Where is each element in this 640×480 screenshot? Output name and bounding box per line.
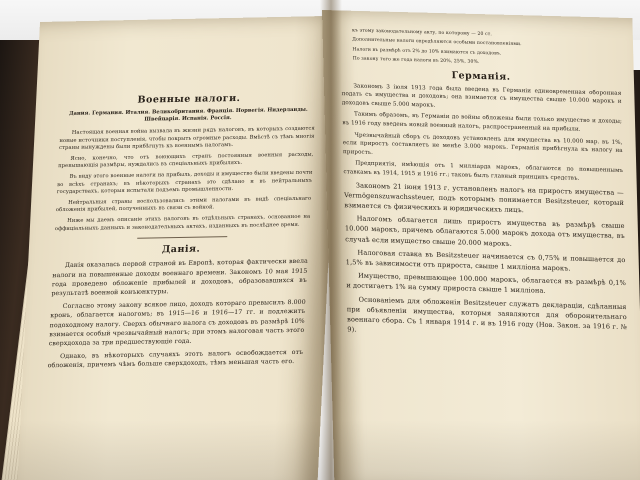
- denmark-paragraph: Данія оказалась первой страной въ Европѣ, которая фактически ввела налоги на повышенные доходы военнаго времени. Закономъ 10 мая 1915 года проведено обложеніе прибылей и доходовъ, образовавшихся въ результатѣ военной конъюнктуры.: [51, 257, 309, 298]
- denmark-paragraph: Однако, въ нѣкоторыхъ случаяхъ этотъ налогъ освобождается отъ обложенія, причемъ чѣмъ больше сверхдоходъ, тѣмъ меньшая часть его.: [47, 348, 304, 370]
- germany-paragraph: Чрезвычайный сборъ съ доходовъ установленъ для имущества въ 10.000 мар. въ 1%, если приростъ составляетъ не менѣе 3.000 марокъ. Германія прибѣгнула къ налогу на прирость.: [342, 132, 623, 156]
- top-note: къ этому законодательному акту, по которому — 20 ст.: [351, 28, 493, 38]
- law-paragraph: Налогомъ облагается лишь приростъ имущества въ размѣрѣ свыше 10.000 марокъ, причемъ облагаются 5.000 марокъ дохода отъ имущества, въ случаѣ если имущество свыше 20.000 марокъ.: [344, 214, 625, 248]
- section-title-war-taxes: Военные налоги.: [137, 92, 241, 106]
- denmark-paragraph: Согласно этому закону всякое лицо, доходъ котораго превысилъ 8.000 кронъ, облагается налогомъ; въ 1915—16 и 1916—17 гг. и подлежитъ подоходному налогу. Сверхъ обычнаго налога съ доходовъ въ размѣрѣ 10% взимается особый чрезвычайный налогъ; при этомъ налоговая часть этого сверхдохода за три предшествующіе года.: [48, 298, 306, 348]
- law-paragraph: Налоговая ставка въ Besitzsteuer начинается съ 0,75% и повышается до 1,5% въ зависимости отъ прироста, свыше 1 милліона марокъ.: [345, 248, 626, 273]
- intro-paragraph: Въ виду этого военные налоги на прибыль, доходы и имущество были введены почти во всѣхъ странахъ; въ нѣкоторыхъ странахъ это сдѣлано и въ нейтральныхъ государствахъ, которыя испытали подъемъ промышленности.: [56, 169, 313, 196]
- left-page-text: [47, 88, 317, 374]
- germany-paragraph: Такимъ образомъ, въ Германіи до войны обложены были только имущество и доходы; въ 1916 году введенъ новый военный налогъ, распространенный на прибыли.: [342, 111, 623, 133]
- section-divider: [137, 236, 227, 239]
- law-paragraph: Основаніемъ для обложенія Besitzsteuer служатъ деклараціи, сдѣланныя при объявленіи имущества, которыя заявляются для оборонительнаго военнаго сбора. Съ 1 января 1914 г. и въ 1916 году (Нов. Закон. за 1916 г. № 9).: [346, 295, 628, 334]
- top-note: По закону того же года налоги въ 20%, 25%, 30%.: [352, 56, 480, 66]
- germany-paragraph: Закономъ 3 іюля 1913 года была введена въ Германіи единовременная оборонная подать съ имущества и доходовъ; она взимается съ имущества свыше 10.000 марокъ и доходовъ свыше 5.000 марокъ.: [341, 83, 622, 109]
- top-note: Дополнительные налоги опредѣляются особыми постановленіями.: [352, 37, 522, 48]
- germany-paragraph: Предприятія, имѣющія отъ 1 милліарда марокъ, облагаются по повышеннымъ ставкамъ въ 1914, 1915 и 1916 гг.; таковъ былъ главный принципъ средствъ.: [343, 160, 624, 182]
- section-title-denmark: Данія.: [161, 243, 201, 256]
- intro-paragraph: Нейтральныя страны воспользовались этими налогами въ видѣ спеціальнаго обложенія прибылей, полученныхъ въ связи съ войной.: [55, 195, 312, 214]
- right-page-text: [340, 28, 627, 346]
- intro-paragraph: Настоящая военная война вызвала въ жизни рядъ налоговъ, въ которыхъ создаются новые источники поступленія, чтобы покрыть огромные расходы. Вмѣстѣ съ тѣмъ многія страны вынуждены были прибѣгнуть къ военнымъ налогамъ.: [58, 125, 315, 152]
- bottom-shadow: [0, 420, 640, 480]
- intro-paragraph: Ясно, конечно, что отъ воюющихъ странъ постоянныя военныя расходы, превышающія размѣры, нуждались въ спеціальныхъ прибыляхъ.: [57, 151, 314, 170]
- section-title-germany: Германія.: [451, 69, 511, 83]
- section-subtitle-countries: Дания. Германия. Италия. Великобритания. Франція. Норвегія. Нидерланды. Швейцарія. Испанія. Россія.: [68, 106, 308, 123]
- book-gutter: [320, 0, 342, 480]
- law-paragraph: Закономъ 21 іюня 1913 г. установленъ налогъ на приростъ имущества — Vermögenszuwachssteuer, подъ которымъ понимается Besitzsteuer, который взимается съ физическихъ и юридическихъ лицъ.: [343, 181, 625, 215]
- law-paragraph: Имущество, превышающее 100.000 марокъ, облагается въ размѣрѣ 0,1% и достигаетъ 1% на сумму прироста свыше 1 милліона.: [346, 271, 627, 296]
- top-note: Налоги въ размѣрѣ отъ 2% до 10% взимаются съ доходовъ.: [352, 47, 502, 57]
- intro-paragraph: Ниже мы даемъ описаніе этихъ налоговъ въ отдѣльныхъ странахъ, основанное на оффиціальныхъ данныхъ и законодательныхъ актахъ, изданныхъ въ послѣднее время.: [54, 213, 311, 232]
